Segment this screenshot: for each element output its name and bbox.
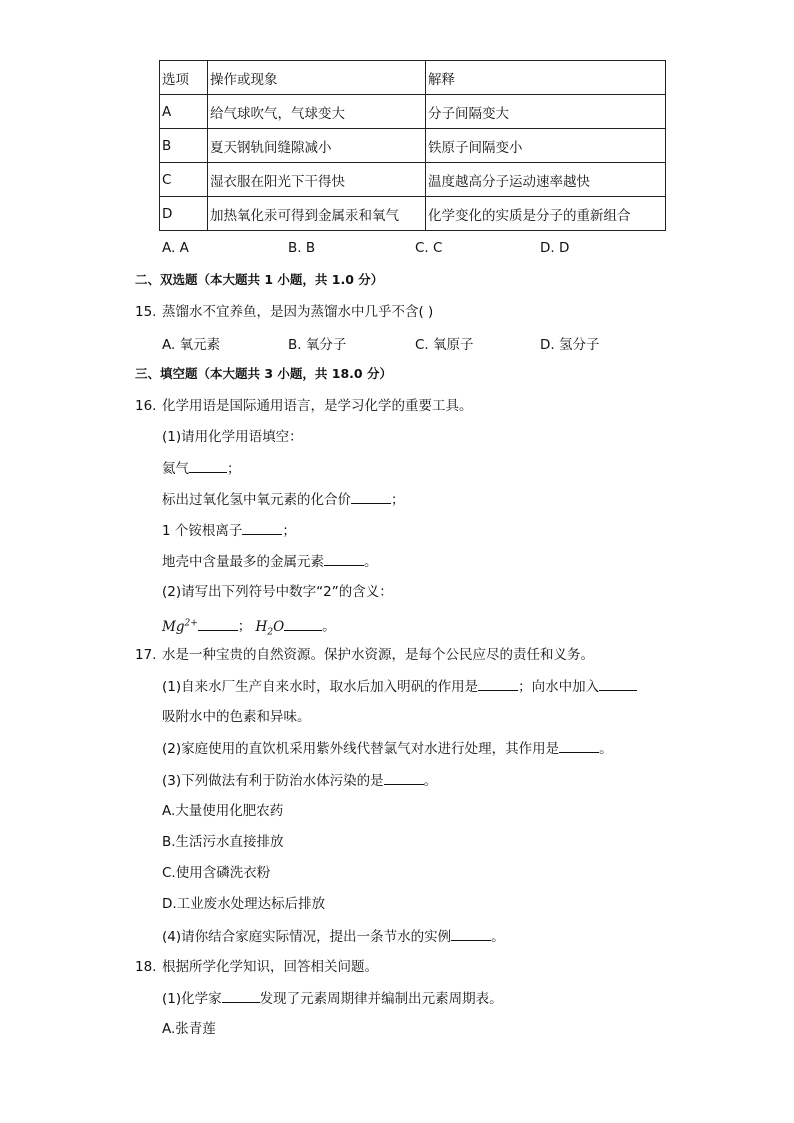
q17-option-a[interactable]: A.大量使用化肥农药 [162, 803, 284, 819]
formula-mg [162, 619, 198, 635]
q18-part1 [162, 988, 503, 1009]
punctuation: ； [391, 492, 405, 508]
q18-stem: 根据所学化学知识，回答相关问题。 [162, 959, 378, 975]
answer-blank[interactable] [242, 520, 282, 535]
answer-blank[interactable] [222, 988, 260, 1003]
q18-number: 18. [135, 959, 157, 975]
answer-blank[interactable] [324, 551, 364, 566]
q16-line-symbols [162, 613, 336, 642]
q15-number: 15. [135, 304, 157, 320]
table-cell: 加热氧化汞可得到金属汞和氧气 [208, 197, 426, 231]
q15-options [162, 333, 599, 353]
q17-option-b[interactable]: B.生活污水直接排放 [162, 834, 284, 850]
table-header-cell: 解释 [426, 61, 666, 95]
label-text: (2)家庭使用的直饮机采用紫外线代替氯气对水进行处理，其作用是 [162, 741, 560, 757]
answer-blank[interactable] [351, 489, 391, 504]
symbol-text: H [255, 618, 268, 635]
table-row [160, 163, 666, 197]
punctuation: 。 [599, 741, 613, 757]
option-c[interactable]: C. C [415, 240, 443, 256]
answer-blank[interactable] [559, 738, 599, 753]
table-row [160, 197, 666, 231]
q14-options [162, 240, 569, 256]
q16-part2: (2)请写出下列符号中数字“2”的含义： [162, 584, 393, 600]
answer-blank[interactable] [198, 616, 238, 631]
q18-option-a[interactable]: A.张青莲 [162, 1021, 216, 1037]
table-cell: A [160, 95, 208, 129]
table-cell: 夏天钢轨间缝隙减小 [208, 129, 426, 163]
answer-blank[interactable] [599, 676, 637, 691]
label-text: (1)化学家 [162, 991, 222, 1007]
table-cell: 分子间隔变大 [426, 95, 666, 129]
q17-part1 [162, 676, 637, 697]
q17-part2 [162, 738, 613, 759]
table-cell: D [160, 197, 208, 231]
q17-part4 [162, 926, 505, 947]
answer-blank[interactable] [451, 926, 491, 941]
section-heading-double-choice: 二、双选题（本大题共 1 小题，共 1.0 分） [135, 272, 384, 287]
options-table [159, 60, 666, 231]
option-d[interactable]: D. D [540, 240, 570, 256]
punctuation: ； [227, 461, 241, 477]
symbol-text: O [273, 618, 285, 635]
q16-number: 16. [135, 398, 157, 414]
punctuation: ； [282, 523, 296, 539]
table-cell: 给气球吹气，气球变大 [208, 95, 426, 129]
option-b[interactable]: B. B [288, 240, 316, 256]
answer-blank[interactable] [384, 770, 424, 785]
superscript: 2+ [184, 618, 198, 628]
table-header-cell: 选项 [160, 61, 208, 95]
answer-blank[interactable] [284, 616, 322, 631]
punctuation: ； [237, 618, 252, 635]
q15-stem: 蒸馏水不宜养鱼，是因为蒸馏水中几乎不含( ) [162, 304, 434, 320]
q16-line-valence [162, 489, 405, 510]
table-cell: 湿衣服在阳光下干得快 [208, 163, 426, 197]
table-row [160, 95, 666, 129]
label-text: 地壳中含量最多的金属元素 [162, 554, 324, 570]
answer-blank[interactable] [189, 458, 227, 473]
table-header-row [160, 61, 666, 95]
q17-part1-cont: 吸附水中的色素和异味。 [162, 709, 311, 725]
table-header-cell: 操作或现象 [208, 61, 426, 95]
table-cell: B [160, 129, 208, 163]
punctuation: 。 [423, 773, 438, 789]
q16-line-ammonium [162, 520, 296, 541]
table-row [160, 129, 666, 163]
q17-number: 17. [135, 647, 157, 663]
option-b[interactable]: B. 氧分子 [288, 337, 347, 353]
label-text: 发现了元素周期律并编制出元素周期表。 [259, 991, 503, 1007]
label-text: ；向水中加入 [518, 679, 600, 695]
label-text: 氦气 [162, 461, 189, 477]
symbol-text: Mg [162, 618, 185, 635]
label-text: 1 个铵根离子 [162, 523, 243, 539]
q17-part3 [162, 770, 437, 791]
q16-line-metal [162, 551, 378, 572]
q16-line-helium [162, 458, 241, 479]
punctuation: 。 [322, 618, 336, 635]
table-cell: 铁原子间隔变小 [426, 129, 666, 163]
section-heading-fill-blank: 三、填空题（本大题共 3 小题，共 18.0 分） [135, 366, 392, 381]
q16-part1: (1)请用化学用语填空： [162, 429, 303, 445]
table-cell: C [160, 163, 208, 197]
punctuation: 。 [364, 554, 378, 570]
option-d[interactable]: D. 氢分子 [540, 337, 600, 353]
punctuation: 。 [491, 929, 505, 945]
q17-option-d[interactable]: D.工业废水处理达标后排放 [162, 896, 326, 912]
label-text: (1)自来水厂生产自来水时，取水后加入明矾的作用是 [162, 679, 479, 695]
option-c[interactable]: C. 氧原子 [415, 337, 474, 353]
label-text: (4)请你结合家庭实际情况，提出一条节水的实例 [162, 929, 452, 945]
q17-stem: 水是一种宝贵的自然资源。保护水资源，是每个公民应尽的责任和义务。 [162, 647, 594, 663]
q16-stem: 化学用语是国际通用语言，是学习化学的重要工具。 [162, 398, 473, 414]
table-cell: 温度越高分子运动速率越快 [426, 163, 666, 197]
q17-option-c[interactable]: C.使用含磷洗衣粉 [162, 865, 271, 881]
option-a[interactable]: A. A [162, 240, 189, 256]
label-text: (3)下列做法有利于防治水体污染的是 [162, 773, 384, 789]
answer-blank[interactable] [478, 676, 518, 691]
subscript: 2 [267, 627, 274, 638]
label-text: 标出过氧化氢中氧元素的化合价 [162, 492, 351, 508]
formula-h2o [255, 618, 285, 638]
option-a[interactable]: A. 氧元素 [162, 337, 221, 353]
table-cell: 化学变化的实质是分子的重新组合 [426, 197, 666, 231]
